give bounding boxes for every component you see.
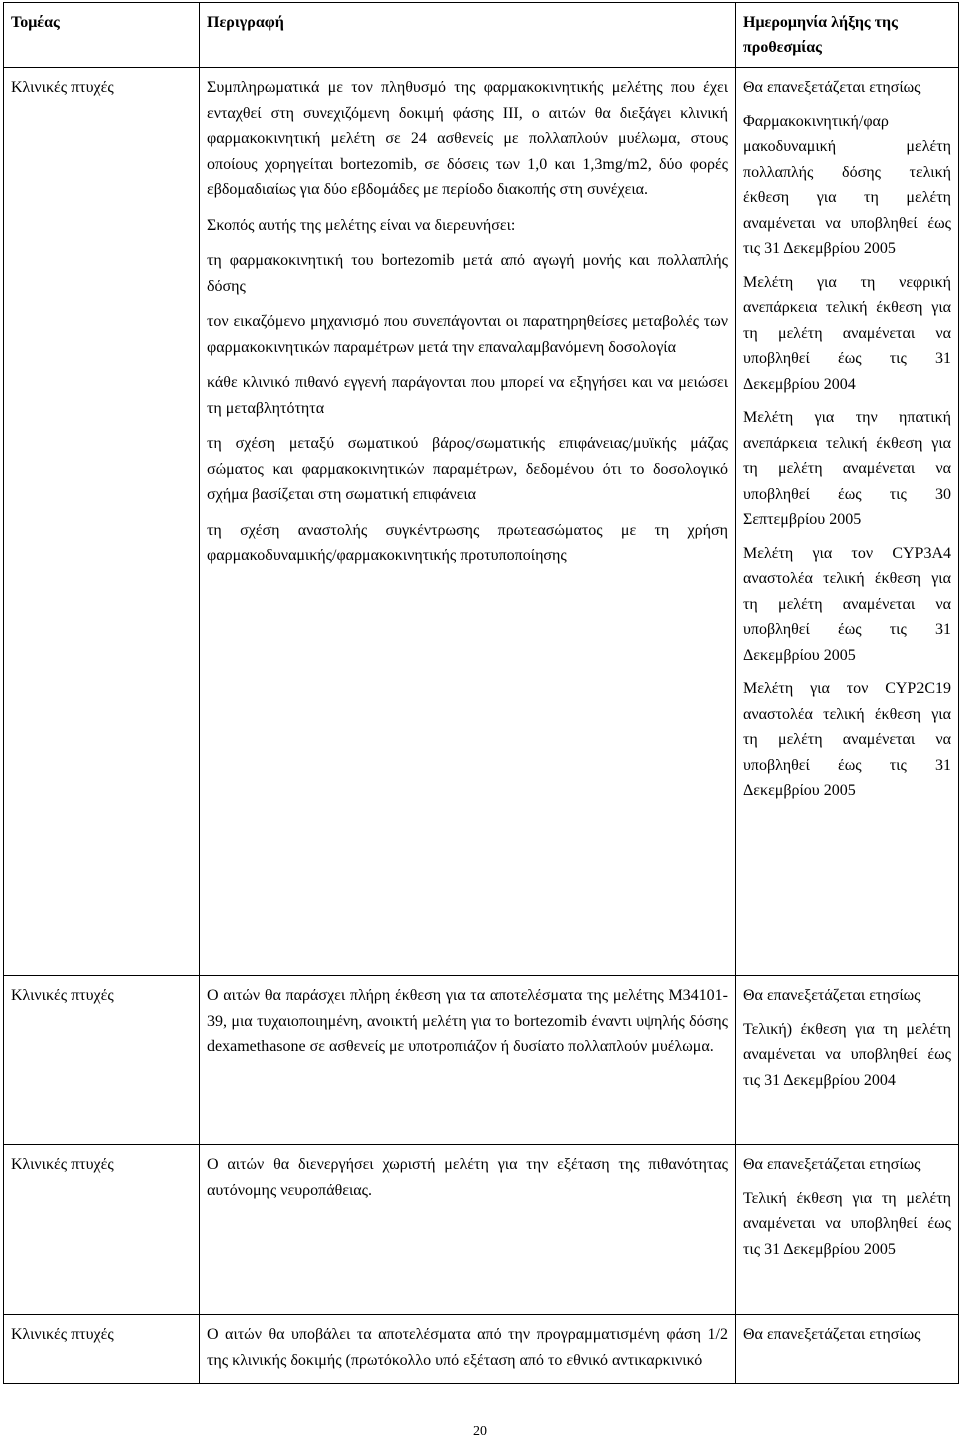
sector-cell: Κλινικές πτυχές	[4, 1315, 200, 1384]
due-date-cell	[736, 1145, 959, 1315]
description-paragraph: τη σχέση μεταξύ σωματικού βάρος/σωματικής επιφάνειας/μυϊκής μάζας σώματος και φαρμακοκινητικών παραμέτρων, δεδομένου ότι το δοσολογικό σχήμα βασίζεται στη σωματική επιφάνεια	[207, 435, 728, 503]
description-paragraph: τη φαρμακοκινητική του bortezomib μετά από αγωγή μονής και πολλαπλής δόσης	[207, 252, 728, 295]
due-date-entry: Τελική) έκθεση για τη μελέτη αναμένεται να υποβληθεί έως τις 31 Δεκεμβρίου 2004	[743, 1020, 951, 1089]
description-cell	[200, 68, 736, 976]
description-cell	[200, 1145, 736, 1315]
description-paragraph: τον εικαζόμενο μηχανισμό που συνεπάγονται οι παρατηρηθείσες μεταβολές των φαρμακοκινητικών παραμέτρων μετά την επαναλαμβανόμενη δοσολογία	[207, 313, 728, 356]
due-date-entry: Θα επανεξετάζεται ετησίως	[743, 79, 921, 96]
sector-cell: Κλινικές πτυχές	[4, 1145, 200, 1315]
description-paragraph: Συμπληρωματικά με τον πληθυσμό της φαρμακοκινητικής μελέτης που έχει ενταχθεί στη συνεχιζόμενη δοκιμή φάσης ΙΙΙ, ο αιτών θα διεξάγει κλινική φαρμακοκινητική μελέτη σε 24 ασθενείς με πολλαπλούν μυέλωμα, στους οποίους χορηγείται bortezomib, σε δόσεις των 1,0 και 1,3mg/m2, δύο φορές εβδομαδιαίως για δύο εβδομάδες με περίοδο διακοπής στη συνέχεια.	[207, 79, 728, 198]
due-date-entry: Μελέτη για τον CYP3A4 αναστολέα τελική έκθεση για τη μελέτη αναμένεται να υποβληθεί έως τις 31 Δεκεμβρίου 2005	[743, 544, 951, 664]
description-cell	[200, 1315, 736, 1384]
obligations-table	[3, 2, 959, 1384]
due-date-entry: Μελέτη για την ηπατική ανεπάρκεια τελική έκθεση για τη μελέτη αναμένεται να υποβληθεί έως τις 30 Σεπτεμβρίου 2005	[743, 409, 951, 528]
description-paragraph: Σκοπός αυτής της μελέτης είναι να διερευνήσει:	[207, 216, 516, 234]
due-date-entry: Θα επανεξετάζεται ετησίως	[743, 1156, 921, 1173]
description-paragraph: Ο αιτών θα διενεργήσει χωριστή μελέτη για την εξέταση της πιθανότητας αυτόνομης νευροπάθειας.	[207, 1156, 728, 1199]
due-date-entry: Μελέτη για τη νεφρική ανεπάρκεια τελική έκθεση για τη μελέτη αναμένεται να υποβληθεί έως τις 31 Δεκεμβρίου 2004	[743, 273, 951, 393]
description-paragraph: κάθε κλινικό πιθανό εγγενή παράγονται που μπορεί να εξηγήσει και να μειώσει τη μεταβλητότητα	[207, 374, 728, 417]
table-row	[4, 68, 959, 976]
due-date-entry: Θα επανεξετάζεται ετησίως	[743, 1326, 921, 1343]
table-row	[4, 976, 959, 1145]
sector-cell: Κλινικές πτυχές	[4, 976, 200, 1145]
description-cell	[200, 976, 736, 1145]
page-number: 20	[473, 1424, 487, 1439]
table-header-row	[4, 3, 959, 68]
due-date-entry: Θα επανεξετάζεται ετησίως	[743, 987, 921, 1004]
header-description: Περιγραφή	[200, 3, 736, 68]
due-date-cell	[736, 976, 959, 1145]
due-date-cell	[736, 1315, 959, 1384]
description-paragraph: Ο αιτών θα παράσχει πλήρη έκθεση για τα αποτελέσματα της μελέτης Μ34101-39, μια τυχαιοποιημένη, ανοικτή μελέτη για το bortezomib έναντι υψηλής δόσης dexamethasone σε ασθενείς με υποτροπιάζον ή δυσίατο πολλαπλούν μυέλωμα.	[207, 987, 728, 1055]
sector-cell: Κλινικές πτυχές	[4, 68, 200, 976]
due-date-entry: Φαρμακοκινητική/φαρ μακοδυναμική μελέτη πολλαπλής δόσης τελική έκθεση για τη μελέτη αναμένεται να υποβληθεί έως τις 31 Δεκεμβρίου 2005	[743, 112, 951, 257]
due-date-entry: Τελική έκθεση για τη μελέτη αναμένεται να υποβληθεί έως τις 31 Δεκεμβρίου 2005	[743, 1189, 951, 1258]
due-date-cell	[736, 68, 959, 976]
table-row	[4, 1145, 959, 1315]
due-date-entry: Μελέτη για τον CYP2C19 αναστολέα τελική έκθεση για τη μελέτη αναμένεται να υποβληθεί έως τις 31 Δεκεμβρίου 2005	[743, 680, 951, 799]
description-paragraph: Ο αιτών θα υποβάλει τα αποτελέσματα από την προγραμματισμένη φάση 1/2 της κλινικής δοκιμής (πρωτόκολλο υπό εξέταση από το εθνικό αντικαρκινικό	[207, 1326, 728, 1369]
header-sector: Τομέας	[4, 3, 200, 68]
description-paragraph: τη σχέση αναστολής συγκέντρωσης πρωτεασώματος με τη χρήση φαρμακοδυναμικής/φαρμακοκινητικής προτυποποίησης	[207, 521, 728, 564]
table-row	[4, 1315, 959, 1384]
header-due-date: Ημερομηνία λήξης της προθεσμίας	[736, 3, 959, 68]
